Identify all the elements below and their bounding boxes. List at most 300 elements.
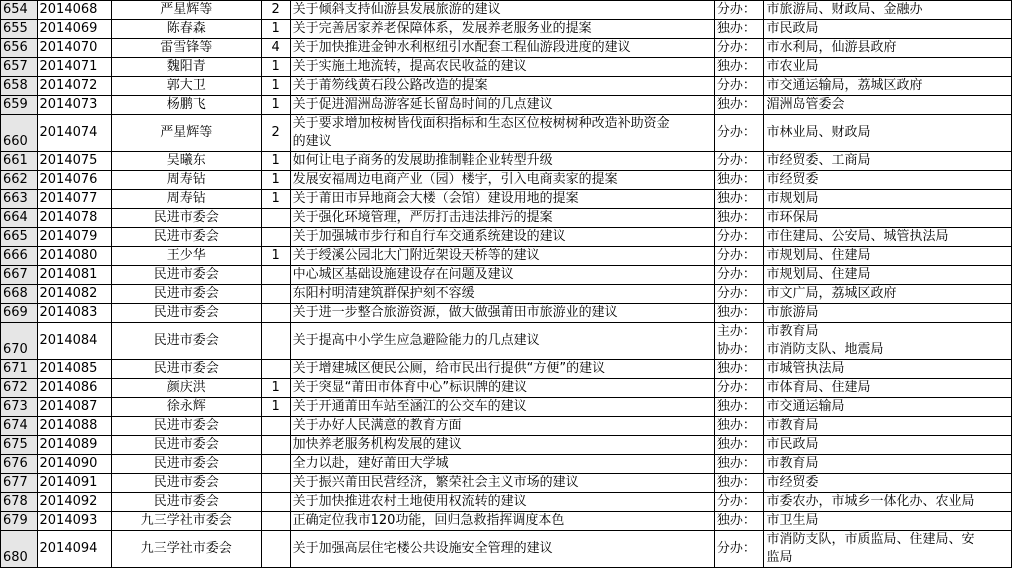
cosigner-count-cell[interactable] xyxy=(261,323,290,360)
handling-mode-label: 独办： xyxy=(716,437,756,452)
handling-mode-cell[interactable] xyxy=(714,285,764,304)
proposal-title-line: 全力以赴，建好莆田大学城 xyxy=(292,456,449,471)
table-body xyxy=(1,1,1012,568)
handling-department-line: 市规划局、住建局 xyxy=(766,248,871,263)
proposal-code-cell[interactable]: 2014086 xyxy=(37,379,111,398)
proposal-title-line: 中心城区基础设施建设存在问题及建议 xyxy=(292,267,514,282)
proposal-title-line: 的建议 xyxy=(292,134,332,149)
row-number-header[interactable]: 671 xyxy=(1,360,38,379)
handling-department-line: 市规划局 xyxy=(766,191,819,206)
handling-mode-cell[interactable] xyxy=(714,531,764,568)
handling-department-cell[interactable] xyxy=(764,417,1012,436)
proposal-title-cell[interactable] xyxy=(290,171,714,190)
handling-mode-label: 独办： xyxy=(716,456,756,471)
row-number-header[interactable]: 672 xyxy=(1,379,38,398)
proposal-title-cell[interactable] xyxy=(290,398,714,417)
proposal-title-cell[interactable] xyxy=(290,285,714,304)
row-number-header[interactable]: 666 xyxy=(1,247,38,266)
proposer-cell[interactable]: 严星辉等 xyxy=(111,115,261,152)
handling-department-cell[interactable] xyxy=(764,531,1012,568)
proposer-cell[interactable]: 吴曦东 xyxy=(111,152,261,171)
handling-department-line: 市经贸委 xyxy=(766,172,819,187)
proposer-cell[interactable]: 严星辉等 xyxy=(111,1,261,20)
proposal-code-cell[interactable]: 2014094 xyxy=(37,531,111,568)
proposal-title-line: 东阳村明清建筑群保护刻不容缓 xyxy=(292,286,475,301)
handling-department-cell[interactable] xyxy=(764,493,1012,512)
proposer-cell[interactable]: 九三学社市委会 xyxy=(111,512,261,531)
table-row[interactable] xyxy=(1,77,1012,96)
row-number-header[interactable]: 655 xyxy=(1,20,38,39)
cosigner-count-cell[interactable] xyxy=(261,474,290,493)
proposer-cell[interactable]: 陈春森 xyxy=(111,20,261,39)
proposal-title-line: 关于振兴莆田民营经济，繁荣社会主义市场的建议 xyxy=(292,475,579,490)
table-row[interactable] xyxy=(1,285,1012,304)
proposer-cell[interactable]: 杨鹏飞 xyxy=(111,96,261,115)
handling-mode-label: 独办： xyxy=(716,21,756,36)
cosigner-count-cell[interactable]: 1 xyxy=(261,171,290,190)
handling-department-cell[interactable] xyxy=(764,171,1012,190)
handling-mode-cell[interactable] xyxy=(714,398,764,417)
handling-department-cell[interactable] xyxy=(764,58,1012,77)
handling-department-cell[interactable] xyxy=(764,77,1012,96)
proposal-title-line: 关于莆田市异地商会大楼（会馆）建设用地的提案 xyxy=(292,191,579,206)
cosigner-count-cell[interactable]: 1 xyxy=(261,20,290,39)
table-row[interactable] xyxy=(1,96,1012,115)
handling-mode-cell[interactable] xyxy=(714,379,764,398)
cosigner-count-cell[interactable] xyxy=(261,209,290,228)
proposal-title-line: 关于倾斜支持仙游县发展旅游的建议 xyxy=(292,2,501,17)
table-row[interactable] xyxy=(1,152,1012,171)
proposal-code-cell[interactable]: 2014078 xyxy=(37,209,111,228)
row-number-header[interactable]: 656 xyxy=(1,39,38,58)
handling-mode-cell[interactable] xyxy=(714,228,764,247)
proposal-title-cell[interactable] xyxy=(290,115,714,152)
proposal-code-cell[interactable]: 2014087 xyxy=(37,398,111,417)
handling-department-line: 市消防支队、地震局 xyxy=(766,342,884,357)
handling-mode-cell[interactable] xyxy=(714,152,764,171)
proposal-title-cell[interactable] xyxy=(290,455,714,474)
handling-department-line: 市经贸委 xyxy=(766,475,819,490)
proposer-cell[interactable]: 民进市委会 xyxy=(111,360,261,379)
handling-mode-label: 主办： xyxy=(716,324,756,339)
proposal-title-cell[interactable] xyxy=(290,360,714,379)
proposal-title-line: 关于要求增加桉树皆伐面积指标和生态区位桉树树种改造补助资金 xyxy=(292,116,670,131)
row-number-header[interactable]: 663 xyxy=(1,190,38,209)
proposal-title-cell[interactable] xyxy=(290,77,714,96)
handling-mode-label: 独办： xyxy=(716,210,756,225)
table-row[interactable] xyxy=(1,1,1012,20)
proposal-code-cell[interactable]: 2014093 xyxy=(37,512,111,531)
cosigner-count-cell[interactable] xyxy=(261,360,290,379)
handling-mode-cell[interactable] xyxy=(714,115,764,152)
proposal-code-cell[interactable]: 2014074 xyxy=(37,115,111,152)
handling-mode-cell[interactable] xyxy=(714,512,764,531)
table-row[interactable] xyxy=(1,171,1012,190)
proposer-cell[interactable]: 雷雪锋等 xyxy=(111,39,261,58)
proposal-code-cell[interactable]: 2014071 xyxy=(37,58,111,77)
handling-mode-label: 分办： xyxy=(716,494,756,509)
proposal-code-cell[interactable]: 2014081 xyxy=(37,266,111,285)
row-number-header[interactable]: 680 xyxy=(1,531,38,568)
cosigner-count-cell[interactable]: 1 xyxy=(261,96,290,115)
row-number-header[interactable]: 667 xyxy=(1,266,38,285)
proposal-title-cell[interactable] xyxy=(290,531,714,568)
handling-department-cell[interactable] xyxy=(764,379,1012,398)
handling-mode-label: 独办： xyxy=(716,172,756,187)
table-row[interactable] xyxy=(1,323,1012,360)
proposal-title-cell[interactable] xyxy=(290,379,714,398)
handling-department-line: 市教育局 xyxy=(766,324,819,339)
handling-department-line: 市消防支队，市质监局、住建局、安 xyxy=(766,532,975,547)
proposal-code-cell[interactable]: 2014091 xyxy=(37,474,111,493)
row-number-header[interactable]: 670 xyxy=(1,323,38,360)
proposal-title-cell[interactable] xyxy=(290,20,714,39)
proposal-title-cell[interactable] xyxy=(290,436,714,455)
proposer-cell[interactable]: 民进市委会 xyxy=(111,455,261,474)
handling-mode-label: 独办： xyxy=(716,418,756,433)
handling-department-line: 湄洲岛管委会 xyxy=(766,97,845,112)
handling-department-line: 市林业局、财政局 xyxy=(766,125,871,140)
handling-mode-label: 独办： xyxy=(716,475,756,490)
proposal-title-line: 关于实施土地流转，提高农民收益的建议 xyxy=(292,59,527,74)
proposer-cell[interactable]: 王少华 xyxy=(111,247,261,266)
handling-mode-label: 分办： xyxy=(716,153,756,168)
row-number-header[interactable]: 675 xyxy=(1,436,38,455)
table-row[interactable] xyxy=(1,228,1012,247)
handling-department-line: 市卫生局 xyxy=(766,513,819,528)
cosigner-count-cell[interactable] xyxy=(261,417,290,436)
handling-mode-cell[interactable] xyxy=(714,436,764,455)
table-row[interactable] xyxy=(1,474,1012,493)
handling-department-cell[interactable] xyxy=(764,209,1012,228)
cosigner-count-cell[interactable]: 1 xyxy=(261,379,290,398)
proposal-title-line: 关于办好人民满意的教育方面 xyxy=(292,418,462,433)
handling-department-cell[interactable] xyxy=(764,474,1012,493)
handling-department-line: 市住建局、公安局、城管执法局 xyxy=(766,229,949,244)
handling-department-cell[interactable] xyxy=(764,228,1012,247)
handling-department-line: 市体育局、住建局 xyxy=(766,380,871,395)
handling-department-line: 监局 xyxy=(766,550,793,565)
row-number-header[interactable]: 668 xyxy=(1,285,38,304)
proposal-title-cell[interactable] xyxy=(290,417,714,436)
proposal-title-line: 关于进一步整合旅游资源，做大做强莆田市旅游业的建议 xyxy=(292,305,618,320)
proposal-code-cell[interactable]: 2014079 xyxy=(37,228,111,247)
handling-mode-cell[interactable] xyxy=(714,171,764,190)
cosigner-count-cell[interactable] xyxy=(261,493,290,512)
proposal-code-cell[interactable]: 2014090 xyxy=(37,455,111,474)
table-row[interactable] xyxy=(1,304,1012,323)
proposal-code-cell[interactable]: 2014088 xyxy=(37,417,111,436)
proposal-code-cell[interactable]: 2014092 xyxy=(37,493,111,512)
handling-department-cell[interactable] xyxy=(764,1,1012,20)
proposal-title-line: 关于完善居家养老保障体系，发展养老服务业的提案 xyxy=(292,21,592,36)
cosigner-count-cell[interactable] xyxy=(261,436,290,455)
proposal-code-cell[interactable]: 2014068 xyxy=(37,1,111,20)
row-number-header[interactable]: 679 xyxy=(1,512,38,531)
handling-department-cell[interactable] xyxy=(764,285,1012,304)
handling-department-line: 市旅游局、财政局、金融办 xyxy=(766,2,923,17)
row-number-header[interactable]: 677 xyxy=(1,474,38,493)
cosigner-count-cell[interactable] xyxy=(261,531,290,568)
proposal-title-cell[interactable] xyxy=(290,323,714,360)
proposal-title-cell[interactable] xyxy=(290,228,714,247)
proposal-title-line: 关于加快推进农村土地使用权流转的建议 xyxy=(292,494,527,509)
proposal-title-cell[interactable] xyxy=(290,247,714,266)
proposal-code-cell[interactable]: 2014084 xyxy=(37,323,111,360)
proposal-code-cell[interactable]: 2014069 xyxy=(37,20,111,39)
handling-mode-label: 独办： xyxy=(716,361,756,376)
handling-mode-label: 分办： xyxy=(716,541,756,556)
proposal-title-cell[interactable] xyxy=(290,190,714,209)
proposal-code-cell[interactable]: 2014080 xyxy=(37,247,111,266)
handling-department-cell[interactable] xyxy=(764,20,1012,39)
table-row[interactable] xyxy=(1,247,1012,266)
row-number-header[interactable]: 659 xyxy=(1,96,38,115)
cosigner-count-cell[interactable] xyxy=(261,228,290,247)
handling-department-line: 市委农办，市城乡一体化办、农业局 xyxy=(766,494,975,509)
table-row[interactable] xyxy=(1,20,1012,39)
table-row[interactable] xyxy=(1,360,1012,379)
table-row[interactable] xyxy=(1,417,1012,436)
proposal-title-cell[interactable] xyxy=(290,209,714,228)
row-number-header[interactable]: 664 xyxy=(1,209,38,228)
handling-department-line: 市水利局，仙游县政府 xyxy=(766,40,897,55)
proposer-cell[interactable]: 九三学社市委会 xyxy=(111,531,261,568)
cosigner-count-cell[interactable]: 2 xyxy=(261,1,290,20)
handling-department-line: 市农业局 xyxy=(766,59,819,74)
handling-department-line: 市城管执法局 xyxy=(766,361,845,376)
table-row[interactable] xyxy=(1,455,1012,474)
proposal-title-line: 关于突显“莆田市体育中心”标识牌的建议 xyxy=(292,380,528,395)
handling-department-cell[interactable] xyxy=(764,96,1012,115)
row-number-header[interactable]: 674 xyxy=(1,417,38,436)
handling-mode-cell[interactable] xyxy=(714,20,764,39)
handling-department-cell[interactable] xyxy=(764,39,1012,58)
proposal-title-line: 关于提高中小学生应急避险能力的几点建议 xyxy=(292,333,540,348)
proposer-cell[interactable]: 民进市委会 xyxy=(111,209,261,228)
proposal-title-cell[interactable] xyxy=(290,474,714,493)
proposal-code-cell[interactable]: 2014082 xyxy=(37,285,111,304)
table-row[interactable] xyxy=(1,39,1012,58)
proposer-cell[interactable]: 民进市委会 xyxy=(111,417,261,436)
table-row[interactable] xyxy=(1,531,1012,568)
row-number-header[interactable]: 662 xyxy=(1,171,38,190)
table-row[interactable] xyxy=(1,436,1012,455)
proposer-cell[interactable]: 魏阳青 xyxy=(111,58,261,77)
handling-department-line: 市交通运输局，荔城区政府 xyxy=(766,78,923,93)
handling-mode-cell[interactable] xyxy=(714,77,764,96)
row-number-header[interactable]: 660 xyxy=(1,115,38,152)
handling-department-cell[interactable] xyxy=(764,436,1012,455)
proposal-code-cell[interactable]: 2014085 xyxy=(37,360,111,379)
handling-mode-label: 独办： xyxy=(716,305,756,320)
proposal-title-cell[interactable] xyxy=(290,58,714,77)
proposal-title-cell[interactable] xyxy=(290,512,714,531)
proposer-cell[interactable]: 民进市委会 xyxy=(111,436,261,455)
cosigner-count-cell[interactable]: 1 xyxy=(261,152,290,171)
handling-mode-cell[interactable] xyxy=(714,455,764,474)
table-row[interactable] xyxy=(1,190,1012,209)
cosigner-count-cell[interactable]: 4 xyxy=(261,39,290,58)
handling-department-cell[interactable] xyxy=(764,398,1012,417)
proposer-cell[interactable]: 周寿钻 xyxy=(111,190,261,209)
table-row[interactable] xyxy=(1,115,1012,152)
handling-mode-label: 分办： xyxy=(716,267,756,282)
proposer-cell[interactable]: 周寿钻 xyxy=(111,171,261,190)
handling-mode-label: 分办： xyxy=(716,40,756,55)
row-number-header[interactable]: 678 xyxy=(1,493,38,512)
row-number-header[interactable]: 661 xyxy=(1,152,38,171)
table-row[interactable] xyxy=(1,493,1012,512)
row-number-header[interactable]: 669 xyxy=(1,304,38,323)
cosigner-count-cell[interactable]: 1 xyxy=(261,247,290,266)
handling-mode-cell[interactable] xyxy=(714,96,764,115)
handling-mode-label: 协办： xyxy=(716,342,756,357)
table-row[interactable] xyxy=(1,512,1012,531)
handling-mode-label: 分办： xyxy=(716,229,756,244)
proposal-code-cell[interactable]: 2014070 xyxy=(37,39,111,58)
proposal-title-line: 关于绶溪公园北大门附近架设天桥等的建议 xyxy=(292,248,540,263)
handling-mode-cell[interactable] xyxy=(714,493,764,512)
proposal-title-line: 加快养老服务机构发展的建议 xyxy=(292,437,462,452)
handling-department-line: 市规划局、住建局 xyxy=(766,267,871,282)
handling-department-line: 市民政局 xyxy=(766,21,819,36)
proposal-code-cell[interactable]: 2014072 xyxy=(37,77,111,96)
handling-department-cell[interactable] xyxy=(764,512,1012,531)
proposal-title-line: 关于促进湄洲岛游客延长留岛时间的几点建议 xyxy=(292,97,553,112)
proposal-title-line: 关于莆笏线黄石段公路改造的提案 xyxy=(292,78,488,93)
handling-department-cell[interactable] xyxy=(764,304,1012,323)
proposal-title-cell[interactable] xyxy=(290,493,714,512)
handling-mode-label: 分办： xyxy=(716,78,756,93)
handling-department-line: 市经贸委、工商局 xyxy=(766,153,871,168)
cosigner-count-cell[interactable] xyxy=(261,512,290,531)
handling-department-line: 市文广局，荔城区政府 xyxy=(766,286,897,301)
handling-mode-cell[interactable] xyxy=(714,360,764,379)
cosigner-count-cell[interactable]: 1 xyxy=(261,190,290,209)
handling-department-cell[interactable] xyxy=(764,115,1012,152)
cosigner-count-cell[interactable]: 1 xyxy=(261,77,290,96)
cosigner-count-cell[interactable] xyxy=(261,304,290,323)
proposer-cell[interactable]: 民进市委会 xyxy=(111,304,261,323)
handling-department-cell[interactable] xyxy=(764,266,1012,285)
handling-mode-cell[interactable] xyxy=(714,247,764,266)
cosigner-count-cell[interactable] xyxy=(261,455,290,474)
handling-department-line: 市民政局 xyxy=(766,437,819,452)
proposal-title-line: 关于增建城区便民公厕，给市民出行提供“方便”的建议 xyxy=(292,361,606,376)
proposal-title-line: 关于加强城市步行和自行车交通系统建设的建议 xyxy=(292,229,566,244)
proposal-title-line: 如何让电子商务的发展助推制鞋企业转型升级 xyxy=(292,153,553,168)
handling-mode-cell[interactable] xyxy=(714,1,764,20)
row-number-header[interactable]: 676 xyxy=(1,455,38,474)
handling-mode-cell[interactable] xyxy=(714,190,764,209)
proposer-cell[interactable]: 徐永辉 xyxy=(111,398,261,417)
proposer-cell[interactable]: 民进市委会 xyxy=(111,474,261,493)
table-row[interactable] xyxy=(1,58,1012,77)
handling-mode-label: 分办： xyxy=(716,125,756,140)
handling-mode-label: 独办： xyxy=(716,59,756,74)
row-number-header[interactable]: 673 xyxy=(1,398,38,417)
proposal-title-cell[interactable] xyxy=(290,96,714,115)
handling-mode-cell[interactable] xyxy=(714,323,764,360)
handling-department-cell[interactable] xyxy=(764,360,1012,379)
handling-department-line: 市旅游局 xyxy=(766,305,819,320)
proposer-cell[interactable]: 民进市委会 xyxy=(111,493,261,512)
table-row[interactable] xyxy=(1,266,1012,285)
proposal-title-cell[interactable] xyxy=(290,304,714,323)
handling-mode-cell[interactable] xyxy=(714,304,764,323)
cosigner-count-cell[interactable]: 2 xyxy=(261,115,290,152)
proposal-title-cell[interactable] xyxy=(290,1,714,20)
proposer-cell[interactable]: 民进市委会 xyxy=(111,228,261,247)
handling-mode-cell[interactable] xyxy=(714,474,764,493)
proposal-code-cell[interactable]: 2014075 xyxy=(37,152,111,171)
handling-mode-label: 分办： xyxy=(716,248,756,263)
handling-department-cell[interactable] xyxy=(764,323,1012,360)
cosigner-count-cell[interactable] xyxy=(261,285,290,304)
handling-department-line: 市教育局 xyxy=(766,418,819,433)
handling-mode-label: 独办： xyxy=(716,97,756,112)
proposer-cell[interactable]: 民进市委会 xyxy=(111,266,261,285)
handling-department-line: 市交通运输局 xyxy=(766,399,845,414)
proposer-cell[interactable]: 颜庆洪 xyxy=(111,379,261,398)
proposal-title-cell[interactable] xyxy=(290,266,714,285)
proposal-code-cell[interactable]: 2014089 xyxy=(37,436,111,455)
row-number-header[interactable]: 665 xyxy=(1,228,38,247)
proposal-title-line: 发展安福周边电商产业（园）楼宇，引入电商卖家的提案 xyxy=(292,172,618,187)
handling-department-line: 市环保局 xyxy=(766,210,819,225)
handling-mode-cell[interactable] xyxy=(714,209,764,228)
cosigner-count-cell[interactable] xyxy=(261,266,290,285)
row-number-header[interactable]: 658 xyxy=(1,77,38,96)
handling-mode-cell[interactable] xyxy=(714,417,764,436)
proposal-title-line: 关于开通莆田车站至涵江的公交车的建议 xyxy=(292,399,527,414)
handling-mode-cell[interactable] xyxy=(714,39,764,58)
proposal-code-cell[interactable]: 2014073 xyxy=(37,96,111,115)
proposal-code-cell[interactable]: 2014077 xyxy=(37,190,111,209)
row-number-header[interactable]: 654 xyxy=(1,1,38,20)
table-row[interactable] xyxy=(1,398,1012,417)
cosigner-count-cell[interactable]: 1 xyxy=(261,398,290,417)
handling-department-cell[interactable] xyxy=(764,455,1012,474)
handling-mode-label: 分办： xyxy=(716,2,756,17)
proposer-cell[interactable]: 民进市委会 xyxy=(111,323,261,360)
handling-department-cell[interactable] xyxy=(764,247,1012,266)
proposer-cell[interactable]: 郭大卫 xyxy=(111,77,261,96)
handling-mode-cell[interactable] xyxy=(714,266,764,285)
proposer-cell[interactable]: 民进市委会 xyxy=(111,285,261,304)
handling-mode-label: 独办： xyxy=(716,513,756,528)
row-number-header[interactable]: 657 xyxy=(1,58,38,77)
proposal-code-cell[interactable]: 2014076 xyxy=(37,171,111,190)
proposal-title-cell[interactable] xyxy=(290,152,714,171)
proposal-title-line: 关于加强高层住宅楼公共设施安全管理的建议 xyxy=(292,541,553,556)
table-row[interactable] xyxy=(1,379,1012,398)
handling-department-cell[interactable] xyxy=(764,152,1012,171)
table-row[interactable] xyxy=(1,209,1012,228)
proposal-title-cell[interactable] xyxy=(290,39,714,58)
handling-mode-label: 分办： xyxy=(716,380,756,395)
cosigner-count-cell[interactable]: 1 xyxy=(261,58,290,77)
handling-mode-label: 独办： xyxy=(716,399,756,414)
handling-department-line: 市教育局 xyxy=(766,456,819,471)
handling-department-cell[interactable] xyxy=(764,190,1012,209)
proposal-title-line: 关于强化环境管理，严厉打击违法排污的提案 xyxy=(292,210,553,225)
handling-mode-label: 独办： xyxy=(716,191,756,206)
proposal-title-line: 正确定位我市120功能，回归急救指挥调度本色 xyxy=(292,513,565,528)
proposal-code-cell[interactable]: 2014083 xyxy=(37,304,111,323)
handling-mode-cell[interactable] xyxy=(714,58,764,77)
